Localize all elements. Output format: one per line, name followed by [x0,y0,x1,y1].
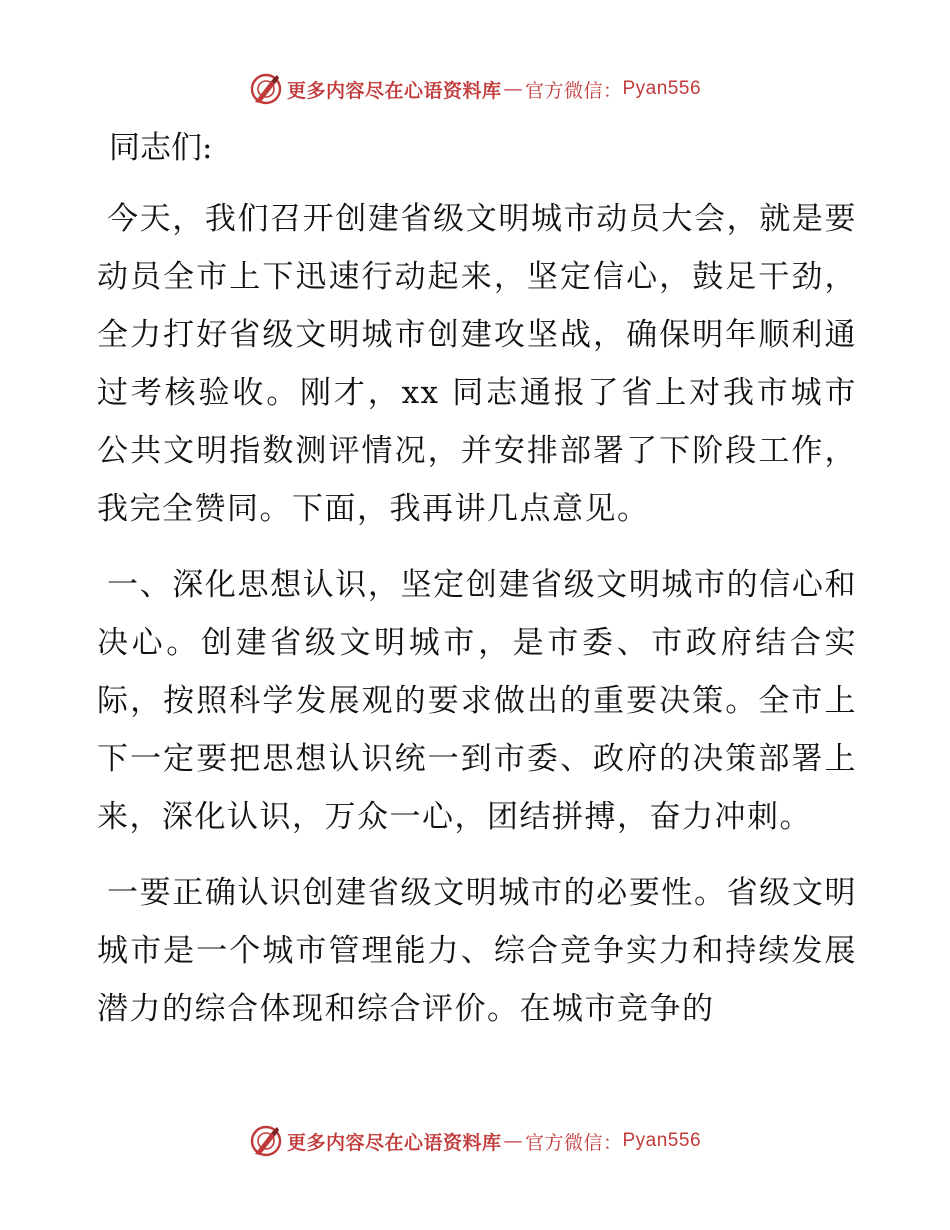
watermark-main-text: 更多内容尽在心语资料库 [286,1131,502,1154]
paragraph-section-one: 一、深化思想认识，坚定创建省级文明城市的信心和决心。创建省级文明城市，是市委、市政府结合实际，按照科学发展观的要求做出的重要决策。全市上下一定要把思想认识统一到市委、政府的决策部署上来，深化认识，万众一心，团结拼搏，奋力冲刺。 [97,567,857,835]
watermark-header [0,72,950,106]
paragraph-point-one: 一要正确认识创建省级文明城市的必要性。省级文明城市是一个城市管理能力、综合竞争实力和持续发展潜力的综合体现和综合评价。在城市竞争的 [97,875,857,1027]
watermark-dash: — [503,78,523,100]
quill-logo-icon [249,72,283,106]
watermark-wechat-id: Pyan556 [622,78,702,99]
quill-logo-icon [249,1124,283,1158]
paragraph-opening: 今天，我们召开创建省级文明城市动员大会，就是要动员全市上下迅速行动起来，坚定信心，鼓足干劲，全力打好省级文明城市创建攻坚战，确保明年顺利通过考核验收。刚才，xx 同志通报了省上对我市城市公共文明指数测评情况，并安排部署了下阶段工作，我完全赞同。下面，我再讲几点意见。 [97,201,857,527]
watermark-sub-text: 官方微信： [524,79,623,102]
watermark-footer [0,1124,950,1158]
watermark-main-text: 更多内容尽在心语资料库 [286,79,502,102]
document-body [97,124,857,1056]
watermark-wechat-id: Pyan556 [622,1130,702,1151]
watermark-dash: — [503,1130,523,1152]
watermark-sub-text: 官方微信： [524,1131,623,1154]
salutation: 同志们: [109,130,213,166]
